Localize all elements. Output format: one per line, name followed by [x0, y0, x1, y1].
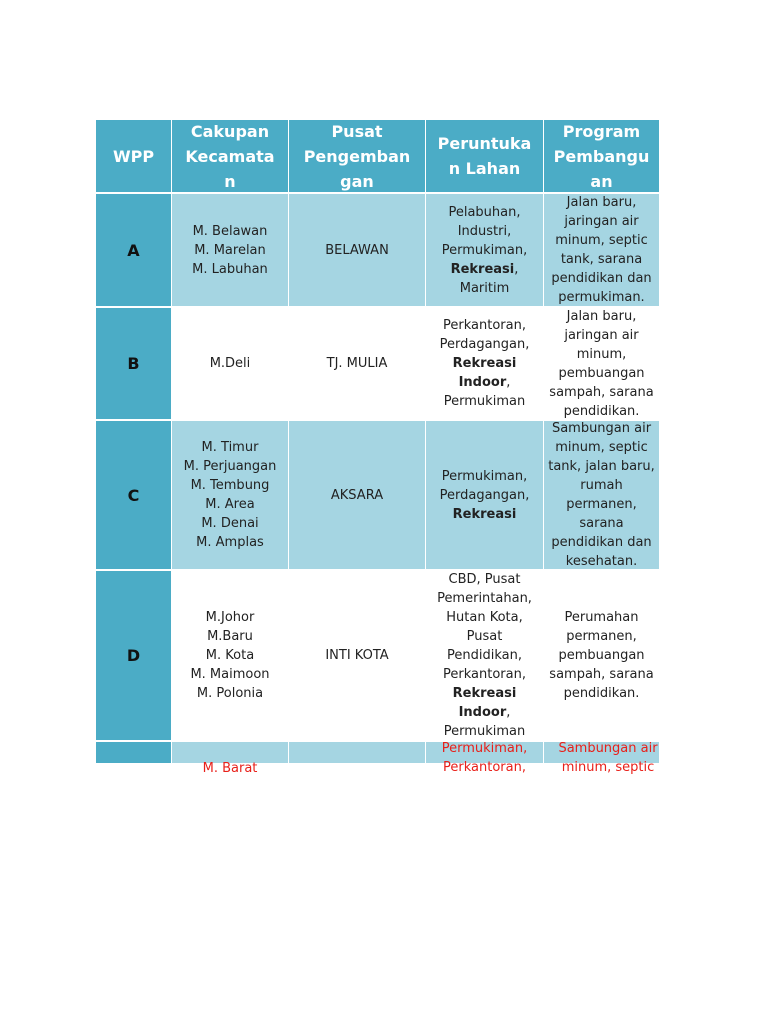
row-c-program: Sambungan air minum, septic tank, jalan baru, rumah permanen, sarana pendidikan dan kesehatan.: [544, 421, 659, 569]
header-peruntukan-lahan: Peruntuka n Lahan: [426, 120, 543, 192]
row-a-wpp: A: [96, 194, 171, 306]
header-cakupan-kecamatan: Cakupan Kecamata n: [172, 120, 288, 192]
row-c-kecamatan: M. Timur M. Perjuangan M. Tembung M. Area M. Denai M. Amplas: [172, 421, 288, 569]
row-e-pusat: [289, 742, 425, 763]
row-a-pusat: BELAWAN: [289, 194, 425, 306]
row-b-wpp: B: [96, 308, 171, 419]
row-e-kecamatan: M. Barat: [202, 760, 258, 776]
row-a-program: Jalan baru, jaringan air minum, septic tank, sarana pendidikan dan permukiman.: [544, 194, 659, 306]
row-b-kecamatan: M.Deli: [172, 308, 288, 419]
row-d-program: Perumahan permanen, pembuangan sampah, sarana pendidikan.: [544, 571, 659, 740]
row-a-lahan: [426, 194, 543, 306]
row-a-lahan-text: Pelabuhan, Industri, Permukiman, Rekreasi, Maritim: [441, 204, 528, 296]
row-b-pusat: TJ. MULIA: [289, 308, 425, 419]
row-c-wpp: C: [96, 421, 171, 569]
wpp-table: [96, 120, 659, 763]
header-pusat-pengembangan: Pusat Pengemban gan: [289, 120, 425, 192]
row-e-wpp: [96, 742, 171, 763]
header-wpp: WPP: [96, 120, 171, 192]
row-c-lahan: [426, 421, 543, 569]
row-d-lahan: [426, 571, 543, 740]
row-d-wpp: D: [96, 571, 171, 740]
row-b-program: Jalan baru, jaringan air minum, pembuangan sampah, sarana pendidikan.: [544, 308, 659, 419]
row-e-program: Sambungan air minum, septic: [558, 741, 658, 775]
row-b-lahan: [426, 308, 543, 419]
header-program-pembangunan: Program Pembangu an: [544, 120, 659, 192]
row-d-kecamatan: M.Johor M.Baru M. Kota M. Maimoon M. Polonia: [172, 571, 288, 740]
row-c-pusat: AKSARA: [289, 421, 425, 569]
row-d-lahan-text: CBD, Pusat Pemerintahan, Hutan Kota, Pusat Pendidikan, Perkantoran, Rekreasi Indoor, Permukiman: [437, 572, 532, 739]
row-d-pusat: INTI KOTA: [289, 571, 425, 740]
row-e-lahan: Permukiman, Perkantoran,: [441, 741, 528, 775]
row-c-lahan-text: Permukiman, Perdagangan, Rekreasi: [439, 468, 530, 522]
row-b-lahan-text: Perkantoran, Perdagangan, Rekreasi Indoor, Permukiman: [439, 318, 530, 409]
row-a-kecamatan: M. Belawan M. Marelan M. Labuhan: [172, 194, 288, 306]
